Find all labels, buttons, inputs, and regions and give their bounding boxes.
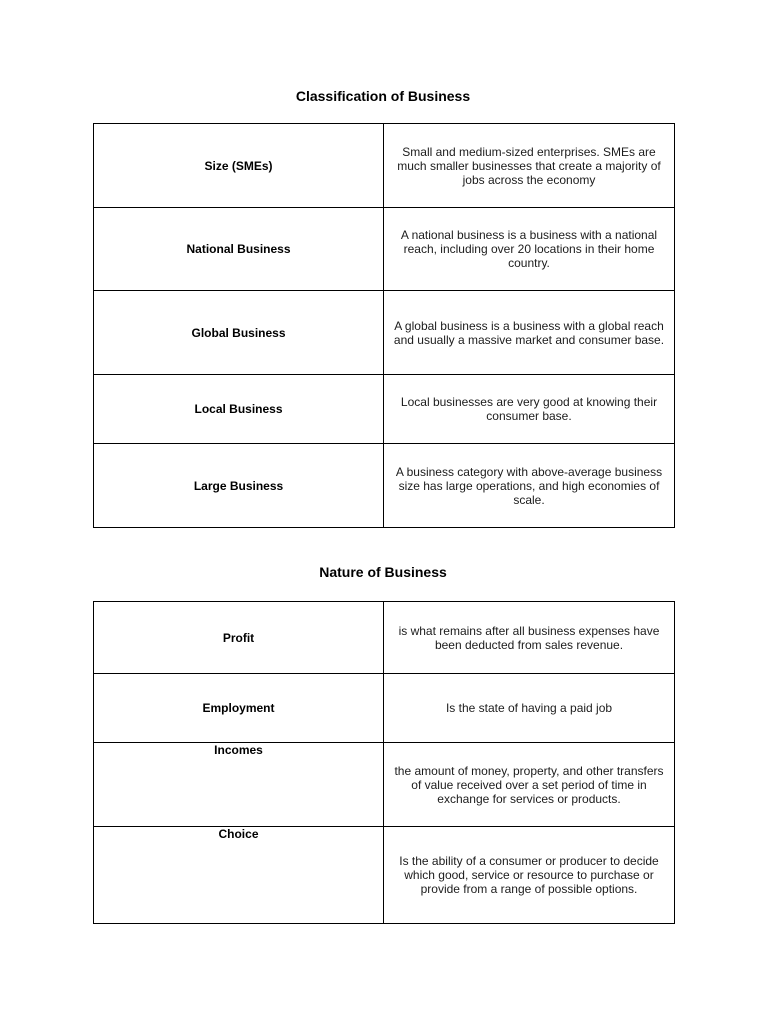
term-cell: Choice xyxy=(94,827,384,924)
nature-table xyxy=(93,601,675,924)
table-row xyxy=(94,743,675,827)
description-cell: A global business is a business with a global reach and usually a massive market and consumer base. xyxy=(384,291,675,375)
description-cell: A business category with above-average business size has large operations, and high economies of scale. xyxy=(384,444,675,528)
description-cell: A national business is a business with a national reach, including over 20 locations in their home country. xyxy=(384,208,675,291)
classification-title: Classification of Business xyxy=(295,88,471,104)
table-row xyxy=(94,124,675,208)
term-cell: Size (SMEs) xyxy=(94,124,384,208)
nature-title: Nature of Business xyxy=(319,564,447,580)
term-cell: Local Business xyxy=(94,375,384,444)
table-row xyxy=(94,375,675,444)
description-cell: Is the state of having a paid job xyxy=(384,674,675,743)
table-row xyxy=(94,208,675,291)
term-cell: Large Business xyxy=(94,444,384,528)
term-cell: Incomes xyxy=(94,743,384,827)
table-row xyxy=(94,674,675,743)
term-cell: Employment xyxy=(94,674,384,743)
description-cell: Is the ability of a consumer or producer to decide which good, service or resource to purchase or provide from a range of possible options. xyxy=(384,827,675,924)
description-cell: Small and medium-sized enterprises. SMEs are much smaller businesses that create a majority of jobs across the economy xyxy=(384,124,675,208)
description-cell: Local businesses are very good at knowing their consumer base. xyxy=(384,375,675,444)
table-row xyxy=(94,602,675,674)
description-cell: the amount of money, property, and other transfers of value received over a set period of time in exchange for services or products. xyxy=(384,743,675,827)
term-cell: Profit xyxy=(94,602,384,674)
table-row xyxy=(94,444,675,528)
term-cell: National Business xyxy=(94,208,384,291)
description-cell: is what remains after all business expenses have been deducted from sales revenue. xyxy=(384,602,675,674)
table-row xyxy=(94,827,675,924)
table-row xyxy=(94,291,675,375)
classification-table xyxy=(93,123,675,528)
term-cell: Global Business xyxy=(94,291,384,375)
